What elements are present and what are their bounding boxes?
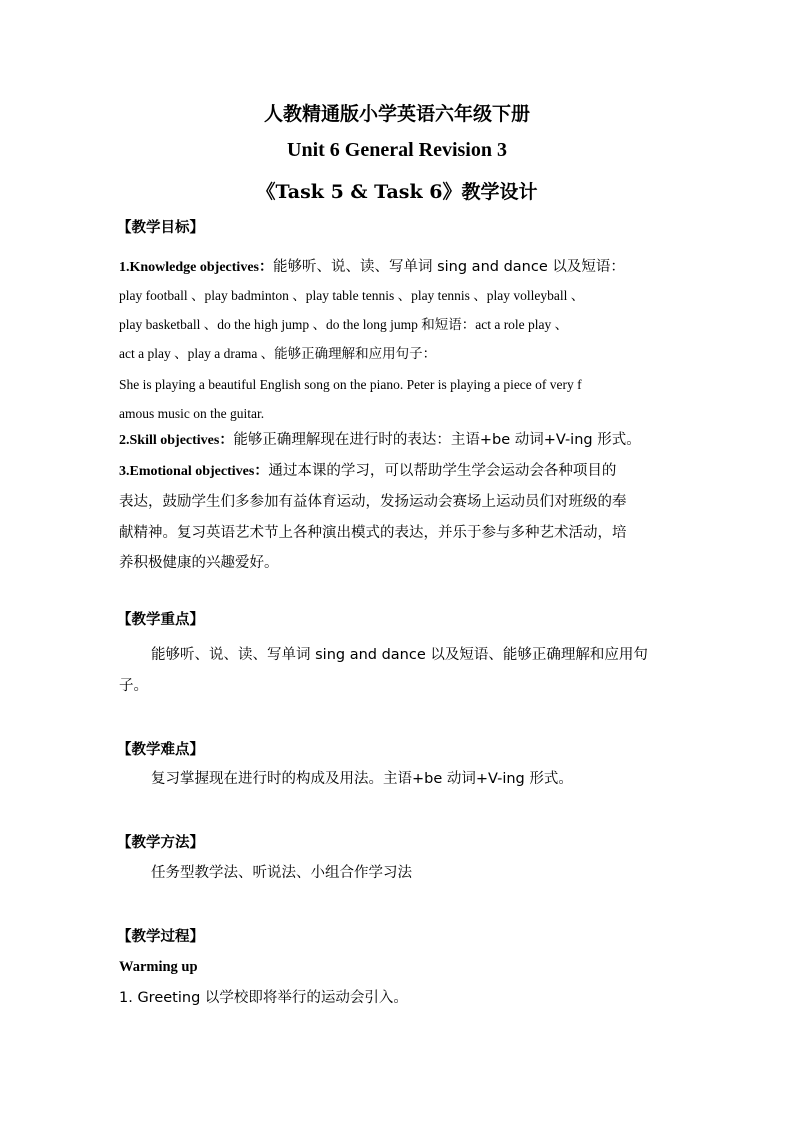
task-title: 《Task 5 & Task 6》教学设计 [256, 181, 538, 203]
knowledge-line: play basketball 、do the high jump 、do the long jump 和短语：act a role play 、 [119, 317, 569, 332]
knowledge-line: act a play 、play a drama 、能够正确理解和应用句子： [119, 346, 437, 361]
section-heading-key-points: 【教学重点】 [117, 612, 204, 628]
skill-objectives [119, 430, 679, 451]
methods-line: 任务型教学法、听说法、小组合作学习法 [151, 865, 412, 881]
section-heading-process: 【教学过程】 [117, 929, 204, 945]
key-points-line: 能够听、说、读、写单词 sing and dance 以及短语、能够正确理解和应用句 [151, 647, 648, 663]
emotional-objectives [119, 461, 679, 482]
process-step: 1. Greeting 以学校即将举行的运动会引入。 [119, 990, 408, 1006]
knowledge-line: play football 、play badminton 、play table tennis 、play tennis 、play volleyball 、 [119, 288, 585, 303]
knowledge-label: 1.Knowledge objectives： [119, 260, 273, 275]
section-heading-difficulties: 【教学难点】 [117, 742, 204, 758]
section-heading-objectives: 【教学目标】 [117, 220, 204, 236]
emotional-label: 3.Emotional objectives： [119, 464, 269, 479]
knowledge-text: 能够听、说、读、写单词 sing and dance 以及短语： [272, 259, 625, 275]
key-points-line: 子。 [119, 678, 148, 694]
emotional-line: 表达，鼓励学生们多参加有益体育运动，发扬运动会赛场上运动员们对班级的奉 [119, 494, 627, 510]
knowledge-line: She is playing a beautiful English song on the piano. Peter is playing a piece of very f [119, 377, 582, 392]
warming-up-heading: Warming up [119, 959, 198, 975]
document-title: 人教精通版小学英语六年级下册 [263, 103, 530, 125]
skill-text: 能够正确理解现在进行时的表达：主语+be 动词+V-ing 形式。 [233, 432, 641, 448]
skill-label: 2.Skill objectives： [119, 433, 234, 448]
unit-title: Unit 6 General Revision 3 [287, 139, 507, 161]
emotional-line: 养积极健康的兴趣爱好。 [119, 555, 279, 571]
emotional-text: 通过本课的学习，可以帮助学生学会运动会各种项目的 [268, 463, 617, 479]
knowledge-line: amous music on the guitar. [119, 406, 265, 421]
section-heading-methods: 【教学方法】 [117, 835, 204, 851]
difficulties-line: 复习掌握现在进行时的构成及用法。主语+be 动词+V-ing 形式。 [151, 771, 573, 787]
emotional-line: 献精神。复习英语艺术节上各种演出模式的表达，并乐于参与多种艺术活动，培 [119, 525, 627, 541]
knowledge-objectives [119, 257, 679, 278]
